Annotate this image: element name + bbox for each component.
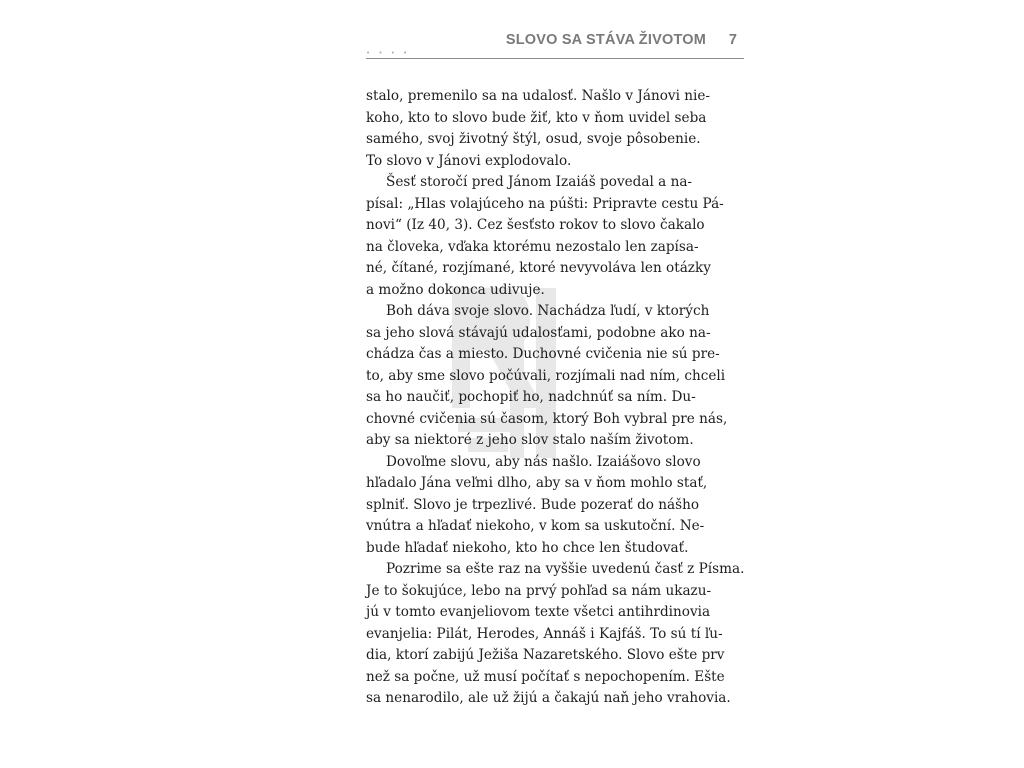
paragraph [366, 86, 711, 172]
running-head [366, 29, 744, 59]
text-line: sa jeho slová stávajú udalosťami, podobne ako na- [366, 324, 711, 341]
text-line: hľadalo Jána veľmi dlho, aby sa v ňom mohlo stať, [366, 475, 708, 491]
text-line: Boh dáva svoje slovo. Nachádza ľudí, v ktorých [386, 303, 710, 319]
text-line: stalo, premenilo sa na udalosť. Našlo v Jánovi nie- [366, 88, 711, 104]
text-line: sa nenarodilo, ale už žijú a čakajú naň jeho vrahovia. [366, 690, 731, 706]
paragraph [366, 452, 708, 560]
text-line: chádza čas a miesto. Duchovné cvičenia nie sú pre- [366, 346, 720, 362]
text-line: vnútra a hľadať niekoho, v kom sa uskutoční. Ne- [366, 518, 705, 534]
text-line: né, čítané, rozjímané, ktoré nevyvoláva len otázky [366, 260, 711, 276]
text-line: dia, ktorí zabijú Ježiša Nazaretského. Slovo ešte prv [366, 647, 725, 663]
rule-ticks: • • • • [366, 49, 411, 57]
text-line: na človeka, vďaka ktorému nezostalo len zapísa- [366, 238, 699, 255]
paragraph [366, 301, 728, 452]
text-line: Pozrime sa ešte raz na vyššie uvedenú časť z Písma. [386, 561, 745, 577]
text-line: písal: „Hlas volajúceho na púšti: Pripravte cestu Pá- [366, 195, 724, 212]
text-line: splniť. Slovo je trpezlivé. Bude pozerať do nášho [366, 496, 700, 513]
text-line: to, aby sme slovo počúvali, rozjímali nad ním, chceli [366, 367, 726, 384]
text-line: novi“ (Iz 40, 3). Cez šesťsto rokov to slovo čakalo [366, 217, 705, 233]
paragraph [366, 172, 724, 301]
paragraph [366, 559, 745, 710]
text-line: To slovo v Jánovi explodovalo. [366, 152, 572, 169]
text-line: koho, kto to slovo bude žiť, kto v ňom uvidel seba [366, 109, 707, 126]
text-line: než sa počne, už musí počítať s nepochopením. Ešte [366, 668, 725, 685]
body-text [366, 86, 745, 710]
text-line: evanjelia: Pilát, Herodes, Annáš i Kajfáš. To sú tí ľu- [366, 625, 723, 642]
text-line: sa ho naučiť, pochopiť ho, nadchnúť sa ním. Du- [366, 389, 696, 405]
text-line: Šesť storočí pred Jánom Izaiáš povedal a na- [386, 174, 693, 190]
text-line: aby sa niektoré z jeho slov stalo naším životom. [366, 432, 694, 448]
header-rule [366, 58, 744, 60]
text-line: bude hľadať niekoho, kto ho chce len študovať. [366, 539, 689, 556]
text-line: chovné cvičenia sú časom, ktorý Boh vybral pre nás, [366, 410, 728, 427]
chapter-title: SLOVO SA STÁVA ŽIVOTOM [505, 32, 706, 48]
text-line: samého, svoj životný štýl, osud, svoje pôsobenie. [366, 131, 701, 147]
text-line: Je to šokujúce, lebo na prvý pohľad sa nám ukazu- [366, 582, 712, 599]
page-number: 7 [728, 32, 737, 48]
text-line: Dovoľme slovu, aby nás našlo. Izaiášovo slovo [386, 453, 701, 470]
text-line: a možno dokonca udivuje. [366, 281, 545, 298]
text-line: jú v tomto evanjeliovom texte všetci antihrdinovia [366, 604, 711, 620]
